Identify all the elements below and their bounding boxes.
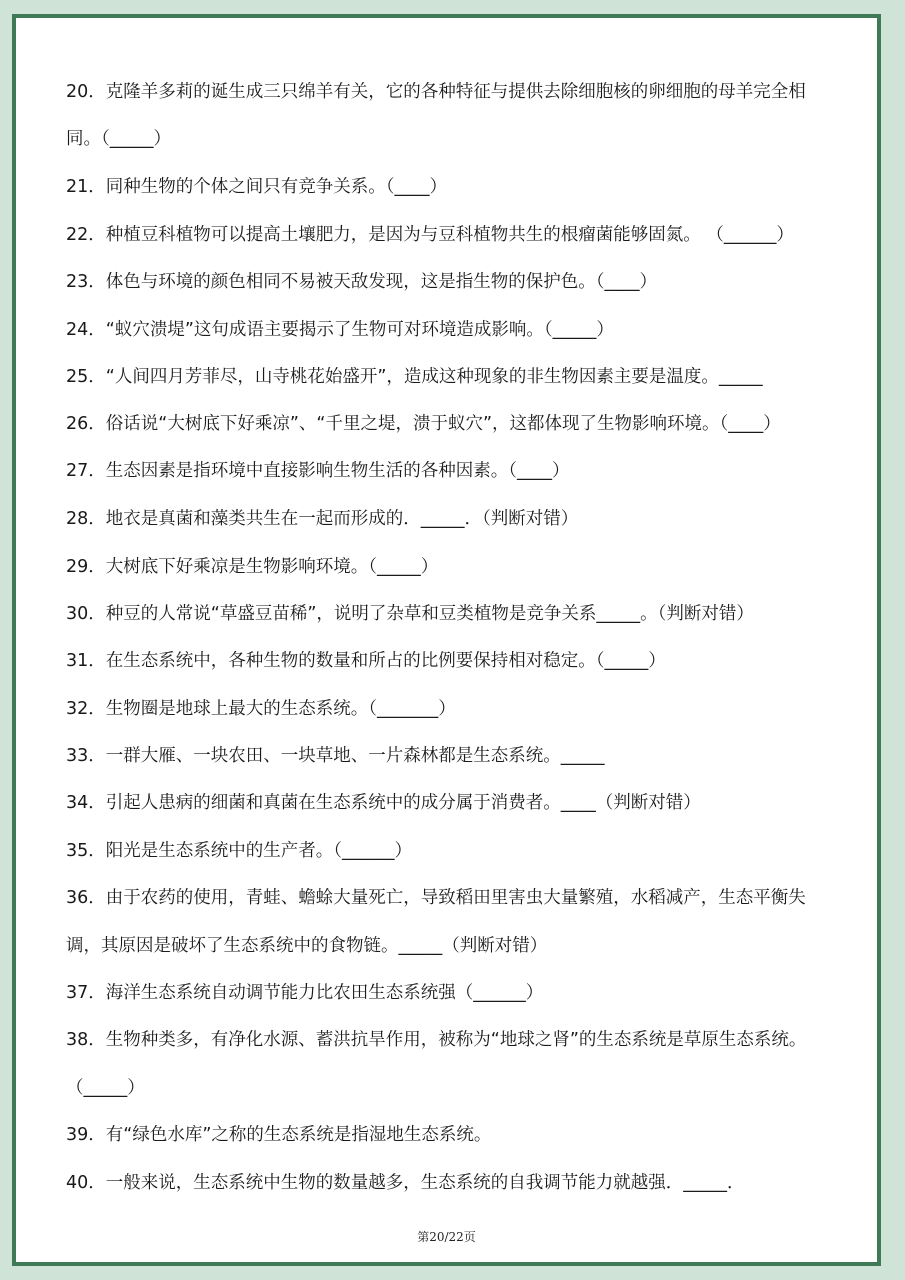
question-line: 31．在生态系统中，各种生物的数量和所占的比例要保持相对稳定。（_____） bbox=[66, 651, 666, 671]
question-line: 36．由于农药的使用，青蛙、蟾蜍大量死亡，导致稻田里害虫大量繁殖，水稻减产，生态平衡失 bbox=[66, 888, 806, 908]
question-line: 23．体色与环境的颜色相同不易被天敌发现，这是指生物的保护色。（____） bbox=[66, 272, 658, 292]
question-line: 调，其原因是破坏了生态系统中的食物链。_____（判断对错） bbox=[66, 936, 548, 956]
page-frame bbox=[12, 14, 881, 1266]
question-line: 40．一般来说，生态系统中生物的数量越多，生态系统的自我调节能力就越强．_____． bbox=[66, 1173, 745, 1193]
question-line: 30．种豆的人常说“草盛豆苗稀”，说明了杂草和豆类植物是竞争关系_____。（判断对错） bbox=[66, 604, 754, 624]
question-line: 33．一群大雁、一块农田、一块草地、一片森林都是生态系统。_____ bbox=[66, 746, 605, 766]
question-line: 22．种植豆科植物可以提高土壤肥力，是因为与豆科植物共生的根瘤菌能够固氮。 （______） bbox=[66, 225, 794, 245]
question-line: （_____） bbox=[66, 1078, 145, 1098]
question-line: 25．“人间四月芳菲尽，山寺桃花始盛开”，造成这种现象的非生物因素主要是温度。_____ bbox=[66, 367, 763, 387]
question-line: 34．引起人患病的细菌和真菌在生态系统中的成分属于消费者。____（判断对错） bbox=[66, 793, 701, 813]
question-line: 同。（_____） bbox=[66, 129, 171, 149]
page-number: 第20/22页 bbox=[417, 1230, 476, 1244]
question-line: 38．生物种类多，有净化水源、蓄洪抗旱作用，被称为“地球之肾”的生态系统是草原生态系统。 bbox=[66, 1030, 807, 1050]
question-line: 24．“蚁穴溃堤”这句成语主要揭示了生物可对环境造成影响。（_____） bbox=[66, 320, 614, 340]
question-line: 37．海洋生态系统自动调节能力比农田生态系统强（______） bbox=[66, 983, 544, 1003]
question-line: 27．生态因素是指环境中直接影响生物生活的各种因素。（____） bbox=[66, 461, 570, 481]
question-line: 20．克隆羊多莉的诞生成三只绵羊有关，它的各种特征与提供去除细胞核的卵细胞的母羊完全相 bbox=[66, 82, 806, 102]
question-line: 21．同种生物的个体之间只有竞争关系。（____） bbox=[66, 177, 448, 197]
question-line: 28．地衣是真菌和藻类共生在一起而形成的．_____．（判断对错） bbox=[66, 509, 579, 529]
question-line: 32．生物圈是地球上最大的生态系统。（_______） bbox=[66, 699, 456, 719]
question-line: 29．大树底下好乘凉是生物影响环境。（_____） bbox=[66, 557, 439, 577]
question-line: 39．有“绿色水库”之称的生态系统是指湿地生态系统。 bbox=[66, 1125, 492, 1145]
question-line: 26．俗话说“大树底下好乘凉”、“千里之堤，溃于蚁穴”，这都体现了生物影响环境。（____） bbox=[66, 414, 781, 434]
question-line: 35．阳光是生态系统中的生产者。（______） bbox=[66, 841, 413, 861]
